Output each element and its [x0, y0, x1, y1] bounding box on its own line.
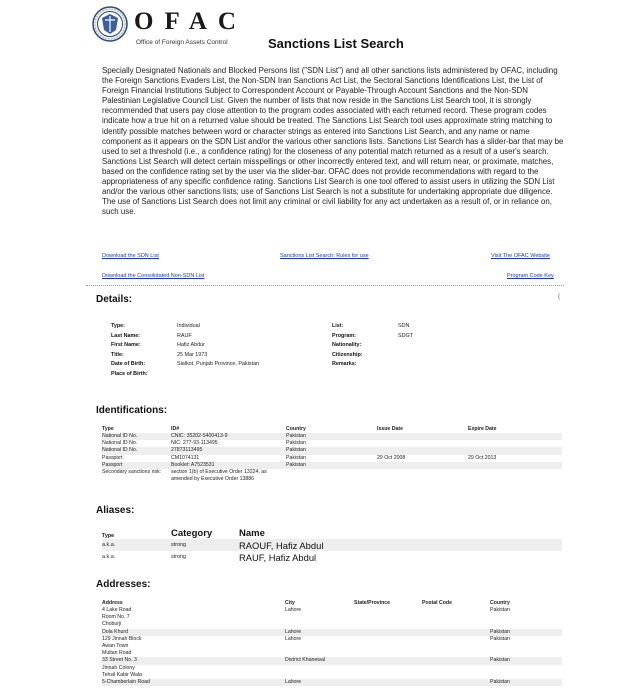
cell: Pakistan [490, 635, 510, 642]
first-name-label: First Name: [111, 342, 141, 349]
table-row [102, 614, 562, 621]
title-label: Title: [111, 351, 124, 358]
cell [422, 657, 490, 664]
addresses-heading: Addresses: [96, 579, 151, 590]
table-row [102, 650, 562, 657]
cell [285, 650, 354, 657]
table-row [102, 621, 562, 628]
cell [354, 650, 422, 657]
table-row [102, 672, 562, 679]
cell: 5-Chamberlain Road [102, 679, 285, 686]
table-row [102, 607, 562, 614]
addr-col-country: Country [490, 600, 510, 606]
cell [354, 643, 422, 650]
aliases-table [102, 526, 562, 563]
cell: Lahore [285, 679, 354, 686]
cell: Room No. 7 [102, 614, 130, 621]
details-labels-left [111, 322, 148, 380]
cell: NIC: 277-93-113495 [171, 440, 218, 447]
cell [490, 665, 562, 672]
table-row [102, 447, 562, 454]
cell: section 1(b) of Executive Order 13224, as amended by Executive Order 13886 [171, 469, 267, 483]
cell: Passport [102, 462, 171, 469]
table-row [102, 551, 562, 563]
cell: District Khanewal [285, 657, 354, 664]
table-row [102, 657, 562, 664]
cell [422, 621, 490, 628]
addr-col-postal: Postal Code [422, 600, 452, 606]
cell [422, 607, 490, 614]
type-value: Individual [177, 323, 200, 329]
cell [490, 643, 562, 650]
cell [422, 665, 490, 672]
list-value: SDN [398, 323, 410, 329]
ofac-logo-subtitle: Office of Foreign Assets Control [136, 39, 228, 46]
first-name-value: Hafiz Abdur [177, 342, 205, 349]
cell: Pakistan [286, 454, 306, 461]
cell [422, 650, 490, 657]
cell: 129 Jinnah Block [102, 635, 142, 642]
program-value: SDGT [398, 332, 413, 339]
cell [377, 447, 468, 454]
table-row [102, 469, 562, 483]
cell: National ID No. [102, 433, 171, 440]
cell: Pakistan [286, 462, 377, 469]
cell [422, 614, 490, 621]
cell: Secondary sanctions risk: [102, 469, 162, 476]
cell: 29 Oct 2013 [468, 454, 497, 461]
details-values-left [177, 322, 259, 370]
treasury-seal-icon [92, 6, 128, 42]
table-row [102, 665, 562, 672]
cell [468, 440, 562, 447]
cell [490, 672, 562, 679]
edge-mark: ( [558, 294, 560, 300]
cell: Pakistan [286, 433, 377, 440]
cell [286, 469, 377, 483]
addr-col-city: City [285, 600, 295, 606]
page-header [92, 6, 612, 56]
cell [490, 621, 562, 628]
cell: strong [171, 554, 186, 560]
cell [468, 433, 562, 440]
cell: Choburji [102, 621, 122, 628]
cell: Pakistan [286, 440, 306, 447]
cell: 29 Oct 2008 [377, 454, 406, 461]
dob-value: 25 Mar 1973 [177, 351, 208, 358]
cell [490, 614, 562, 621]
cell [285, 665, 354, 672]
details-heading: Details: [96, 294, 133, 305]
cell: Pakistan [490, 679, 562, 686]
cell [354, 607, 422, 614]
last-name-value: RAUF [177, 332, 192, 339]
section-divider [86, 285, 564, 286]
details-values-right [398, 322, 413, 341]
cell: National ID No. [102, 440, 138, 447]
addr-col-address: Address [102, 600, 123, 606]
cell [422, 636, 490, 643]
addresses-header-row [102, 600, 562, 607]
page-title: Sanctions List Search [268, 36, 404, 51]
table-row [102, 643, 562, 650]
cell [422, 679, 490, 686]
cell [354, 665, 422, 672]
cell: Pakistan [490, 607, 510, 613]
table-row [102, 440, 562, 447]
cell: Dola Khurd [102, 629, 285, 636]
identifications-heading: Identifications: [96, 405, 168, 416]
cell [377, 440, 468, 447]
remarks-label: Remarks: [332, 361, 357, 368]
table-row [102, 629, 562, 636]
cell [377, 469, 468, 483]
cell [422, 643, 490, 650]
download-sdn-link[interactable]: Download the SDN List [102, 253, 159, 259]
alias-col-type: Type [102, 533, 115, 539]
cell: Lahore [285, 607, 302, 613]
cell [468, 469, 562, 483]
addr-col-state: State/Province [354, 600, 391, 606]
cell: Passport [102, 454, 123, 461]
table-row [102, 433, 562, 440]
program-code-key-link[interactable]: Program Code Key [507, 273, 554, 279]
id-col-type: Type [102, 426, 114, 432]
cell: strong [171, 539, 239, 551]
citizenship-label: Citizenship: [332, 351, 363, 358]
type-label: Type: [111, 323, 125, 329]
ofac-logo-text: OFAC [134, 8, 247, 35]
cell [354, 636, 422, 643]
cell [285, 621, 354, 628]
cell: Pakistan [490, 629, 562, 636]
id-col-expire-date: Expire Date [468, 426, 497, 432]
cell: CNIC: 35202-5400413-9 [171, 433, 286, 440]
cell [354, 614, 422, 621]
nationality-label: Nationality: [332, 342, 362, 349]
dob-label: Date of Birth: [111, 361, 146, 368]
cell [490, 650, 562, 657]
cell: Jinnah Colony [102, 664, 135, 671]
cell: a.k.a. [102, 554, 116, 560]
cell: National ID No. [102, 447, 171, 454]
cell: Lahore [285, 635, 302, 642]
cell: RAOUF, Hafiz Abdul [239, 539, 562, 551]
details-labels-right [332, 322, 363, 370]
cell [285, 614, 354, 621]
cell [468, 462, 562, 469]
cell [354, 629, 422, 636]
cell [354, 672, 422, 679]
cell: Multan Road [102, 650, 132, 657]
table-row [102, 539, 562, 551]
download-consolidated-link[interactable]: Download the Consolidated Non-SDN List [102, 273, 205, 279]
id-col-country: Country [286, 426, 306, 432]
intro-paragraph: Specially Designated Nationals and Blocked Persons list ("SDN List") and all other sanctions lists administered by OFAC, including the Foreign Sanctions Evaders List, the Non-SDN Iran Sanctions Act List, the Sectoral Sanctions Identifications List, the List of Foreign Financial Institutions Subject to Correspondent Account or Payable-Through Account Sanctions and the Non-SDN Palestinian Legislative Council List. Given the number of lists that now reside in the Sanctions List Search tool, it is strongly recommended that users pay close attention to the program codes associated with each returned record. These program codes indicate how a true hit on a returned value should be treated. The Sanctions List Search tool uses approximate string matching to identify possible matches between word or character strings as entered into Sanctions List Search, and any name or name component as it appears on the SDN List and/or the various other sanctions lists. Sanctions List Search has a slider-bar that may be used to set a threshold (i.e., a confidence rating) for the closeness of any potential match returned as a result of a user's search. Sanctions List Search will detect certain misspellings or other incorrectly entered text, and will return near, or proximate, matches, based on the confidence rating set by the user via the slider-bar. OFAC does not provide recommendations with regard to the appropriateness of any specific confidence rating. Sanctions List Search is one tool offered to assist users in utilizing the SDN List and/or the various other sanctions lists; use of Sanctions List Search is not a substitute for undertaking appropriate due diligence. The use of Sanctions List Search does not limit any criminal or civil liability for any act undertaken as a result of, or in reliance on, such use. [102, 66, 564, 217]
cell: Pakistan [490, 657, 562, 664]
addresses-table [102, 600, 562, 686]
aliases-heading: Aliases: [96, 505, 135, 516]
pob-label: Place of Birth: [111, 370, 148, 377]
cell: 27873113495 [171, 447, 286, 454]
table-row [102, 679, 562, 686]
pob-value: Sialkot, Punjab Province, Pakistan [177, 361, 260, 368]
cell [422, 629, 490, 636]
cell [354, 657, 422, 664]
table-row [102, 636, 562, 643]
id-col-idnum: ID# [171, 426, 180, 432]
cell [468, 447, 562, 454]
program-label: Program: [332, 332, 356, 339]
id-col-issue-date: Issue Date [377, 426, 403, 432]
last-name-label: Last Name: [111, 332, 141, 339]
cell [422, 672, 490, 679]
cell: Lahore [285, 629, 354, 636]
table-row [102, 462, 562, 469]
cell [285, 672, 354, 679]
alias-col-category: Category [171, 528, 213, 539]
table-row [102, 455, 562, 462]
cell: CM1074131 [171, 454, 200, 461]
identifications-table [102, 426, 562, 483]
cell: RAUF, Hafiz Abdul [239, 551, 317, 563]
cell: Tehsil Kabir Wala [102, 671, 142, 678]
cell: a.k.a. [102, 539, 171, 551]
cell: 4 Lake Road [102, 607, 132, 613]
cell [354, 679, 422, 686]
cell [377, 462, 468, 469]
cell: Pakistan [286, 447, 377, 454]
cell [354, 621, 422, 628]
identifications-header-row [102, 426, 562, 433]
cell: Booklet: A7523531 [171, 462, 286, 469]
cell: Awan Town [102, 643, 129, 650]
rules-for-use-link[interactable]: Sanctions List Search: Rules for use [280, 253, 369, 259]
aliases-header-row [102, 526, 562, 539]
cell [285, 643, 354, 650]
cell [377, 433, 468, 440]
alias-col-name: Name [239, 528, 265, 539]
visit-ofac-website-link[interactable]: Visit The OFAC Website [491, 253, 550, 259]
cell: 33 Street No. 3 [102, 657, 285, 664]
list-label: List: [332, 323, 344, 329]
